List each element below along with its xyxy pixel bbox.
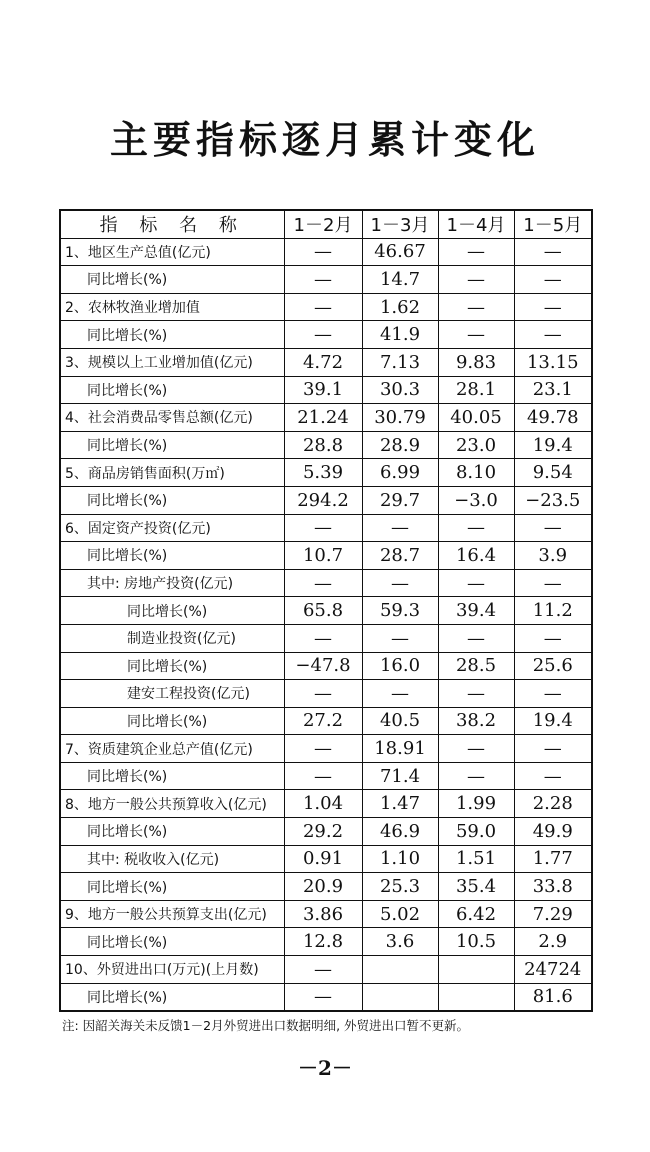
- table-row: [60, 652, 592, 680]
- table-header-row: [60, 210, 592, 238]
- indicator-name-cell: 7、资质建筑企业总产值(亿元): [60, 735, 284, 763]
- table-row: [60, 486, 592, 514]
- value-cell: —: [284, 983, 362, 1011]
- value-cell: —: [284, 238, 362, 266]
- indicator-name-cell: 同比增长(%): [60, 873, 284, 901]
- indicator-name-cell: 制造业投资(亿元): [60, 624, 284, 652]
- value-cell: 81.6: [514, 983, 592, 1011]
- value-cell: —: [284, 624, 362, 652]
- value-cell: 16.4: [438, 542, 514, 570]
- value-cell: 21.24: [284, 404, 362, 432]
- value-cell: 13.15: [514, 348, 592, 376]
- indicator-name-cell: 1、地区生产总值(亿元): [60, 238, 284, 266]
- table-row: [60, 404, 592, 432]
- value-cell: [362, 956, 438, 984]
- table-row: [60, 348, 592, 376]
- value-cell: —: [514, 569, 592, 597]
- value-cell: —: [514, 762, 592, 790]
- value-cell: —: [514, 238, 592, 266]
- indicator-name-cell: 同比增长(%): [60, 542, 284, 570]
- value-cell: —: [438, 569, 514, 597]
- indicator-name-cell: 同比增长(%): [60, 818, 284, 846]
- header-period: 1－3月: [362, 210, 438, 238]
- value-cell: —: [284, 569, 362, 597]
- value-cell: 20.9: [284, 873, 362, 901]
- table-row: [60, 762, 592, 790]
- table-row: [60, 790, 592, 818]
- value-cell: 1.47: [362, 790, 438, 818]
- value-cell: 38.2: [438, 707, 514, 735]
- value-cell: —: [284, 762, 362, 790]
- value-cell: 3.6: [362, 928, 438, 956]
- value-cell: 35.4: [438, 873, 514, 901]
- value-cell: —: [284, 514, 362, 542]
- value-cell: 65.8: [284, 597, 362, 625]
- value-cell: 40.05: [438, 404, 514, 432]
- indicator-name-cell: 同比增长(%): [60, 928, 284, 956]
- value-cell: 28.8: [284, 431, 362, 459]
- value-cell: 3.9: [514, 542, 592, 570]
- table-row: [60, 321, 592, 349]
- value-cell: 10.7: [284, 542, 362, 570]
- value-cell: 23.0: [438, 431, 514, 459]
- value-cell: —: [284, 956, 362, 984]
- value-cell: 12.8: [284, 928, 362, 956]
- table-body: [60, 238, 592, 1011]
- value-cell: 25.6: [514, 652, 592, 680]
- indicator-name-cell: 6、固定资产投资(亿元): [60, 514, 284, 542]
- value-cell: 46.9: [362, 818, 438, 846]
- value-cell: —: [514, 293, 592, 321]
- indicator-name-cell: 9、地方一般公共预算支出(亿元): [60, 900, 284, 928]
- value-cell: —: [284, 293, 362, 321]
- value-cell: 29.7: [362, 486, 438, 514]
- value-cell: 24724: [514, 956, 592, 984]
- value-cell: —: [514, 514, 592, 542]
- value-cell: —: [362, 680, 438, 708]
- value-cell: —: [362, 624, 438, 652]
- value-cell: 1.10: [362, 845, 438, 873]
- page-title: 主要指标逐月累计变化: [109, 118, 540, 162]
- value-cell: —: [438, 266, 514, 294]
- value-cell: 9.83: [438, 348, 514, 376]
- value-cell: —: [362, 569, 438, 597]
- value-cell: 19.4: [514, 431, 592, 459]
- indicator-name-cell: 同比增长(%): [60, 376, 284, 404]
- value-cell: [438, 956, 514, 984]
- value-cell: 41.9: [362, 321, 438, 349]
- value-cell: 23.1: [514, 376, 592, 404]
- value-cell: 19.4: [514, 707, 592, 735]
- table-row: [60, 707, 592, 735]
- table-row: [60, 514, 592, 542]
- value-cell: —: [284, 321, 362, 349]
- table-row: [60, 597, 592, 625]
- value-cell: 1.62: [362, 293, 438, 321]
- table-row: [60, 680, 592, 708]
- table-row: [60, 569, 592, 597]
- table-row: [60, 431, 592, 459]
- value-cell: −3.0: [438, 486, 514, 514]
- value-cell: 1.77: [514, 845, 592, 873]
- value-cell: 49.9: [514, 818, 592, 846]
- value-cell: 28.1: [438, 376, 514, 404]
- table-row: [60, 238, 592, 266]
- indicator-name-cell: 同比增长(%): [60, 652, 284, 680]
- value-cell: 0.91: [284, 845, 362, 873]
- indicator-name-cell: 同比增长(%): [60, 431, 284, 459]
- footnote: 注: 因韶关海关未反馈1－2月外贸进出口数据明细, 外贸进出口暂不更新。: [62, 1018, 470, 1033]
- value-cell: —: [514, 735, 592, 763]
- value-cell: 28.9: [362, 431, 438, 459]
- value-cell: 3.86: [284, 900, 362, 928]
- value-cell: −47.8: [284, 652, 362, 680]
- table-row: [60, 735, 592, 763]
- value-cell: —: [438, 293, 514, 321]
- value-cell: 39.4: [438, 597, 514, 625]
- value-cell: 9.54: [514, 459, 592, 487]
- indicator-table: [59, 209, 593, 1012]
- table-row: [60, 873, 592, 901]
- value-cell: —: [362, 514, 438, 542]
- value-cell: —: [438, 514, 514, 542]
- value-cell: —: [438, 624, 514, 652]
- table-row: [60, 900, 592, 928]
- value-cell: 59.0: [438, 818, 514, 846]
- value-cell: 71.4: [362, 762, 438, 790]
- value-cell: 6.42: [438, 900, 514, 928]
- indicator-name-cell: 同比增长(%): [60, 266, 284, 294]
- value-cell: —: [284, 735, 362, 763]
- indicator-name-cell: 5、商品房销售面积(万㎡): [60, 459, 284, 487]
- table-row: [60, 459, 592, 487]
- header-period: 1－5月: [514, 210, 592, 238]
- value-cell: 5.39: [284, 459, 362, 487]
- value-cell: 28.5: [438, 652, 514, 680]
- value-cell: —: [438, 762, 514, 790]
- value-cell: 1.99: [438, 790, 514, 818]
- header-period: 1－2月: [284, 210, 362, 238]
- indicator-name-cell: 同比增长(%): [60, 983, 284, 1011]
- indicator-name-cell: 4、社会消费品零售总额(亿元): [60, 404, 284, 432]
- value-cell: 28.7: [362, 542, 438, 570]
- value-cell: —: [438, 238, 514, 266]
- value-cell: 7.13: [362, 348, 438, 376]
- value-cell: —: [514, 680, 592, 708]
- value-cell: 1.04: [284, 790, 362, 818]
- indicator-name-cell: 2、农林牧渔业增加值: [60, 293, 284, 321]
- indicator-name-cell: 同比增长(%): [60, 597, 284, 625]
- value-cell: 39.1: [284, 376, 362, 404]
- value-cell: 1.51: [438, 845, 514, 873]
- value-cell: 4.72: [284, 348, 362, 376]
- value-cell: 8.10: [438, 459, 514, 487]
- table-row: [60, 542, 592, 570]
- value-cell: 16.0: [362, 652, 438, 680]
- value-cell: 40.5: [362, 707, 438, 735]
- header-indicator-name: 指 标 名 称: [60, 210, 284, 238]
- indicator-name-cell: 同比增长(%): [60, 321, 284, 349]
- value-cell: —: [514, 266, 592, 294]
- value-cell: 6.99: [362, 459, 438, 487]
- value-cell: 30.79: [362, 404, 438, 432]
- value-cell: 49.78: [514, 404, 592, 432]
- table-row: [60, 983, 592, 1011]
- indicator-name-cell: 10、外贸进出口(万元)(上月数): [60, 956, 284, 984]
- indicator-name-cell: 其中: 税收收入(亿元): [60, 845, 284, 873]
- table-row: [60, 928, 592, 956]
- indicator-name-cell: 3、规模以上工业增加值(亿元): [60, 348, 284, 376]
- table-row: [60, 293, 592, 321]
- value-cell: [438, 983, 514, 1011]
- indicator-name-cell: 同比增长(%): [60, 486, 284, 514]
- value-cell: [362, 983, 438, 1011]
- value-cell: −23.5: [514, 486, 592, 514]
- value-cell: 59.3: [362, 597, 438, 625]
- table-row: [60, 376, 592, 404]
- value-cell: —: [514, 624, 592, 652]
- value-cell: —: [514, 321, 592, 349]
- value-cell: —: [438, 680, 514, 708]
- value-cell: 2.28: [514, 790, 592, 818]
- table-row: [60, 818, 592, 846]
- table-row: [60, 845, 592, 873]
- value-cell: —: [438, 735, 514, 763]
- value-cell: 27.2: [284, 707, 362, 735]
- value-cell: 11.2: [514, 597, 592, 625]
- indicator-name-cell: 建安工程投资(亿元): [60, 680, 284, 708]
- value-cell: 7.29: [514, 900, 592, 928]
- value-cell: 294.2: [284, 486, 362, 514]
- indicator-name-cell: 8、地方一般公共预算收入(亿元): [60, 790, 284, 818]
- value-cell: 30.3: [362, 376, 438, 404]
- table-row: [60, 266, 592, 294]
- indicator-name-cell: 其中: 房地产投资(亿元): [60, 569, 284, 597]
- value-cell: 33.8: [514, 873, 592, 901]
- table-row: [60, 956, 592, 984]
- value-cell: 14.7: [362, 266, 438, 294]
- value-cell: 46.67: [362, 238, 438, 266]
- indicator-name-cell: 同比增长(%): [60, 707, 284, 735]
- value-cell: 18.91: [362, 735, 438, 763]
- table-row: [60, 624, 592, 652]
- value-cell: —: [284, 266, 362, 294]
- value-cell: 5.02: [362, 900, 438, 928]
- indicator-name-cell: 同比增长(%): [60, 762, 284, 790]
- value-cell: —: [284, 680, 362, 708]
- header-period: 1－4月: [438, 210, 514, 238]
- value-cell: 25.3: [362, 873, 438, 901]
- value-cell: —: [438, 321, 514, 349]
- value-cell: 2.9: [514, 928, 592, 956]
- value-cell: 10.5: [438, 928, 514, 956]
- page-number: －2－: [298, 1056, 352, 1080]
- value-cell: 29.2: [284, 818, 362, 846]
